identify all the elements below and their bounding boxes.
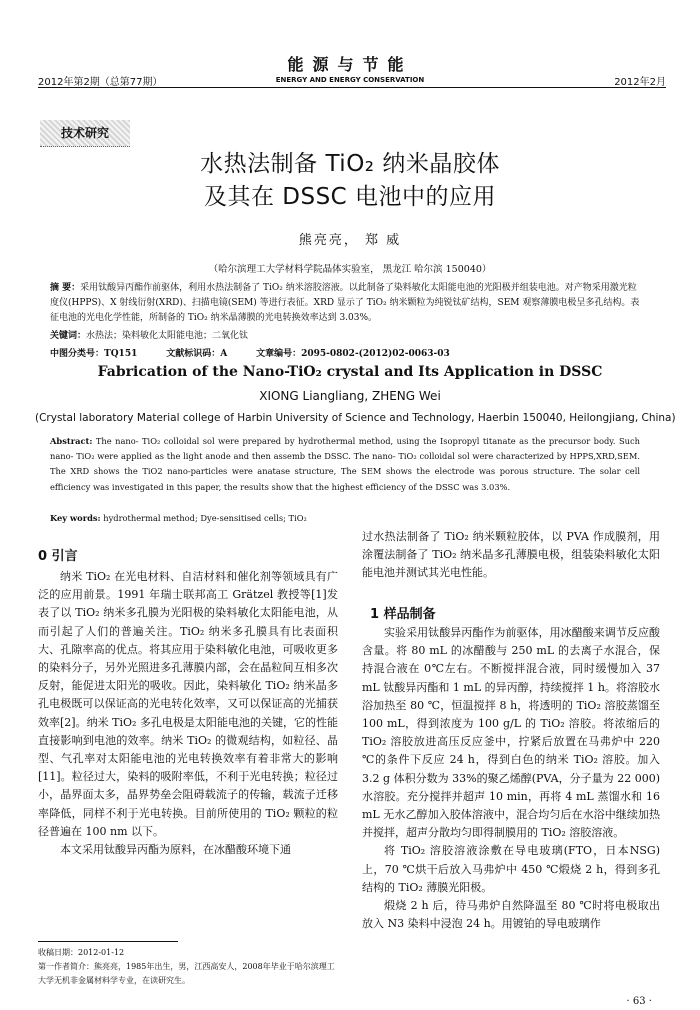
journal-masthead (0, 52, 700, 84)
abstract-en-label: Abstract: (50, 436, 93, 446)
intro-paragraph-1: 纳米 TiO₂ 在光电材料、自洁材料和催化剂等领域具有广泛的应用前景。1991 年瑞士联邦高工 Grätzel 教授等[1]发表了以 TiO₂ 纳米多孔膜为光阳极的染料敏化太阳能电池，从而引起了人们的普遍关注。TiO₂ 纳米多孔膜具有比表面积大、孔隙率高的优点。将其应用于染料敏化电池，可吸收更多的染料分子，另外光照进多孔薄膜内部，会在晶粒间互相多次反射，能促进太阳光的吸收。因此，染料敏化 TiO₂ 纳米晶多孔电极既可以保证高的光电转化效率，又可以保证高的光捕获效率[2]。纳米 TiO₂ 多孔电极是太阳能电池的关键，它的性能直接影响到电池的效率。纳米 TiO₂ 的微观结构，如粒径、晶型、气孔率对太阳能电池的光电转换效率有着非常大的影响[11]。粒径过大，染料的吸附率低，不利于光电转换；粒径过小，晶界面太多，晶界势垒会阻碍载流子的传输，载流子迁移率降低，同样不利于光电转换。目前所使用的 TiO₂ 颗粒的粒径普遍在 100 nm 以下。 (38, 570, 338, 838)
classification-line (50, 346, 640, 359)
intro-paragraph-2-continued: 过水热法制备了 TiO₂ 纳米颗粒胶体，以 PVA 作成膜剂，用涂覆法制备了 TiO₂ 纳米晶多孔薄膜电极，组装染料敏化太阳能电池并测试其光电性能。 (362, 530, 660, 580)
keywords-cn (50, 328, 640, 341)
section-heading-intro: 0 引言 (38, 549, 78, 564)
abstract-cn-label: 摘 要： (50, 283, 81, 293)
author-bio: 第一作者简介：熊亮亮，1985年出生，男，江西高安人，2008年毕业于哈尔滨理工大学无机非金属材料学专业，在读研究生。 (38, 962, 335, 985)
article-no-label: 文章编号： (256, 349, 302, 359)
section-heading-sample-prep: 1 样品制备 (370, 607, 436, 622)
right-column (362, 624, 660, 933)
authors-en: XIONG Liangliang, ZHENG Wei (259, 389, 441, 403)
issue-info: 2012年第2期（总第77期） (38, 77, 163, 88)
keywords-cn-text: 水热法；染料敏化太阳能电池；二氧化钛 (86, 331, 249, 341)
prep-paragraph-1: 实验采用钛酸异丙酯作为前驱体，用冰醋酸来调节反应酸含量。将 80 mL 的冰醋酸与 250 mL 的去离子水混合，保持混合液在 0℃左右。不断搅拌混合液，同时缓慢加入 37 mL 钛酸异丙酯和 1 mL 的异丙醇，持续搅拌 1 h。将溶胶水浴加热至 80 ℃，恒温搅拌 8 h，将透明的 TiO₂ 溶胶蒸馏至 100 mL，得到浓度为 100 g/L 的 TiO₂ 溶胶。将浓缩后的 TiO₂ 溶胶放进高压反应釜中，拧紧后放置在马弗炉中 220 ℃的条件下反应 24 h，得到白色的纳米 TiO₂ 溶胶。加入 3.2 g 体积分数为 33%的聚乙烯醇(PVA，分子量为 22 000)水溶胶。充分搅拌并超声 10 min，再将 4 mL 蒸馏水和 16 mL 无水乙醇加入胶体溶液中，混合均匀后在水浴中继续加热并搅拌，超声分散均匀即得制膜用的 TiO₂ 溶胶溶液。 (362, 626, 660, 840)
received-date: 收稿日期：2012-01-12 (38, 948, 125, 957)
clc-label: 中图分类号： (50, 349, 105, 359)
header-rule (38, 87, 666, 88)
journal-title-cn: 能源与节能 (287, 55, 413, 74)
abstract-cn-text: 采用钛酸异丙酯作前驱体，利用水热法制备了 TiO₂ 纳米溶胶溶液。以此制备了染料敏化太阳能电池的光阳极并组装电池。对产物采用激光粒度仪(HPPS)、X 射线衍射(XRD)、扫描电镜(SEM) 等进行表征。XRD 显示了 TiO₂ 纳米颗粒为纯锐钛矿结构，SEM 观察薄膜电极呈多孔结构。表征电池的光电化学性能，所制备的 TiO₂ 纳米晶薄膜的光电转换效率达到 3.03%。 (50, 283, 640, 323)
article-no-value: 2095-0802-(2012)02-0063-03 (301, 349, 450, 359)
doc-code-label: 文献标识码： (166, 349, 221, 359)
left-column (38, 568, 338, 859)
keywords-en-label: Key words: (50, 513, 101, 523)
journal-title-en: ENERGY AND ENERGY CONSERVATION (275, 76, 425, 84)
footnote (38, 946, 338, 988)
paper-title-en: Fabrication of the Nano-TiO₂ crystal and Its Application in DSSC (97, 364, 603, 380)
page-number: · 63 · (626, 996, 652, 1007)
paper-title-line-1: 水热法制备 TiO₂ 纳米晶胶体 (200, 151, 500, 177)
paper-title-line-2: 及其在 DSSC 电池中的应用 (203, 184, 497, 210)
prep-paragraph-3: 煅烧 2 h 后，待马弗炉自然降温至 80 ℃时将电极取出放入 N3 染料中浸泡 24 h。用镀铂的导电玻璃作 (362, 899, 660, 931)
prep-paragraph-2: 将 TiO₂ 溶胶溶液涂敷在导电玻璃(FTO，日本NSG)上，70 ℃烘干后放入马弗炉中 450 ℃煅烧 2 h，得到多孔结构的 TiO₂ 薄膜光阳极。 (362, 844, 660, 894)
clc-value: TQ151 (104, 349, 138, 359)
abstract-en-text: The nano- TiO₂ colloidal sol were prepared by hydrothermal method, using the Isopropyl titanate as the precursor body. Such nano- TiO₂ were applied as the light anode and then assemb the DSSC. The nano- TiO₂ colloidal sol were characterized by HPPS,XRD,SEM. The XRD shows the TiO2 nano-particles were anatase structure, The SEM shows the electrode was porous structure. The solar cell efficiency was investigated in this paper, the results show that the highest efficiency of the DSSC was 3.03%. (50, 436, 640, 492)
abstract-en (50, 434, 640, 495)
keywords-cn-label: 关键词： (50, 331, 87, 341)
keywords-en (50, 513, 640, 523)
keywords-en-text: hydrothermal method; Dye-sensitised cells; TiO₂ (100, 513, 307, 523)
doc-code-value: A (220, 349, 228, 359)
affiliation-en: (Crystal laboratory Material college of Harbin University of Science and Technology, Haerbin 150040, Heilongjiang, China) (35, 412, 676, 424)
issue-date: 2012年2月 (614, 77, 666, 88)
affiliation-cn: （哈尔滨理工大学材料学院晶体实验室， 黑龙江 哈尔滨 150040） (208, 264, 492, 275)
section-tag: 技术研究 (40, 120, 130, 147)
authors-cn: 熊亮亮， 郑 威 (298, 233, 402, 248)
intro-paragraph-2: 本文采用钛酸异丙酯为原料，在冰醋酸环境下通 (60, 843, 291, 857)
footnote-rule (38, 941, 178, 942)
abstract-cn (50, 281, 640, 326)
